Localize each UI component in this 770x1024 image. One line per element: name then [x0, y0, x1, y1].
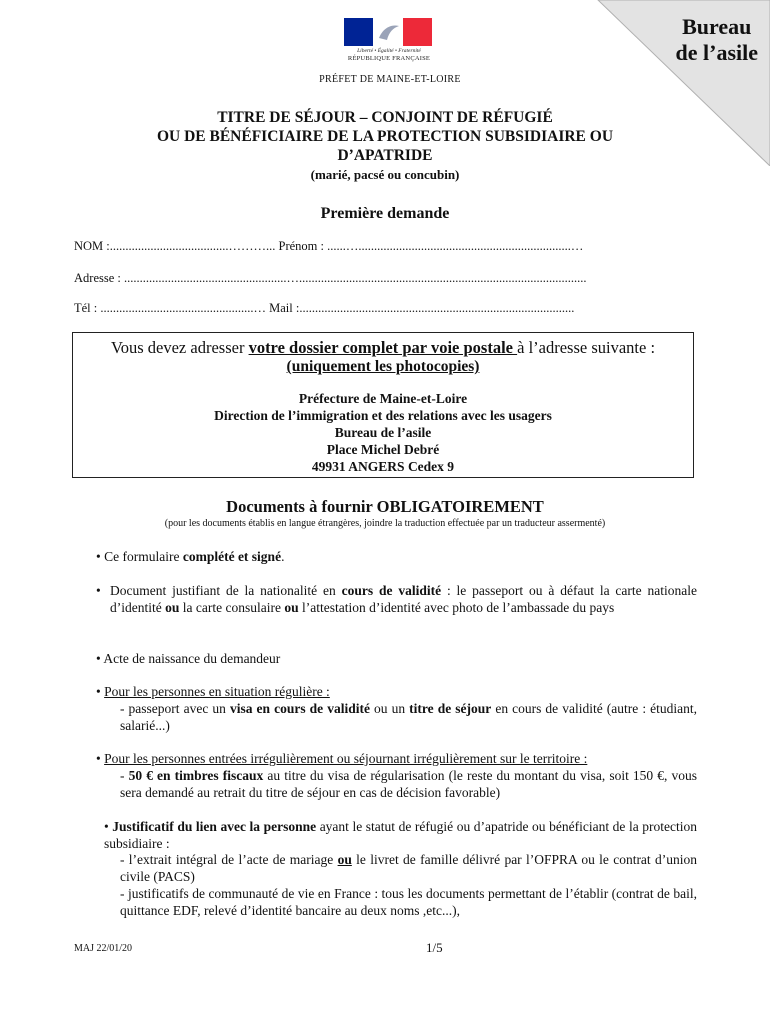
update-date: MAJ 22/01/20	[74, 943, 133, 954]
bullet-icon: •	[96, 651, 101, 666]
prefet-label: PRÉFET DE MAINE-ET-LOIRE	[319, 74, 461, 85]
bullet-icon: •	[96, 684, 101, 699]
item-heading: Pour les personnes en situation régulière :	[104, 684, 330, 699]
list-item: • Justificatif du lien avec la personne ayant le statut de réfugié ou d’apatride ou bénéficiant de la protection subsidiaire :	[104, 819, 697, 851]
title-line-3: D’APATRIDE	[337, 147, 433, 164]
bureau-label	[676, 14, 759, 66]
title-line-2: OU DE BÉNÉFICIAIRE DE LA PROTECTION SUBSIDIAIRE OU	[156, 128, 614, 145]
docs-note: (pour les documents établis en langue étrangères, joindre la traduction effectuée par un traducteur assermenté)	[164, 518, 606, 529]
list-item-detail: - justificatifs de communauté de vie en France : tous les documents permettant de l’établir (contrat de bail, quittance EDF, relevé d’identité bancaire au deux noms ,etc...),	[120, 886, 697, 918]
french-flag-icon	[344, 18, 432, 46]
postal-address: Préfecture de Maine-et-Loire Direction de l’immigration et des relations avec les usagers Bureau de l’asile Place Michel Debré 49931 ANGERS Cedex 9	[214, 391, 552, 474]
page-title	[60, 108, 710, 183]
tel-mail-field[interactable]: Tél : .................................................… Mail :........................................................................................	[74, 301, 575, 315]
bullet-icon: •	[96, 751, 101, 766]
bullet-icon: •	[104, 819, 109, 834]
nom-prenom-field[interactable]: NOM :......................................………... Prénom : ......…....................................................................…	[74, 239, 584, 253]
republic-logo	[344, 18, 434, 62]
address-box	[72, 332, 694, 478]
photocopies-note: (uniquement les photocopies)	[286, 358, 480, 375]
list-item	[96, 683, 330, 700]
bullet-icon: •	[96, 549, 101, 564]
page-number: 1/5	[426, 940, 443, 955]
list-item-detail: - passeport avec un visa en cours de validité ou un titre de séjour en cours de validité (autre : étudiant, salarié...)	[120, 701, 697, 733]
item-heading: Pour les personnes entrées irrégulièrement ou séjournant irrégulièrement sur le territoire :	[104, 751, 588, 766]
list-item-detail: - 50 € en timbres fiscaux au titre du visa de régularisation (le reste du montant du visa, soit 150 €, vous sera demandé au retrait du titre de séjour en cas de décision favorable)	[120, 768, 697, 800]
list-item: • Acte de naissance du demandeur	[96, 651, 281, 666]
bullet-icon: •	[96, 583, 101, 598]
docs-heading: Documents à fournir OBLIGATOIREMENT	[226, 497, 544, 516]
list-item-detail: - l’extrait intégral de l’acte de mariage ou le livret de famille délivré par l’OFPRA ou le contrat d’union civile (PACS)	[120, 852, 697, 884]
box-intro: Vous devez adresser votre dossier complet par voie postale à l’adresse suivante :	[110, 338, 656, 357]
republic-label: RÉPUBLIQUE FRANÇAISE	[347, 55, 431, 62]
motto: Liberté • Égalité • Fraternité	[357, 48, 421, 54]
title-line-1: TITRE DE SÉJOUR – CONJOINT DE RÉFUGIÉ	[217, 109, 553, 126]
list-item	[96, 750, 587, 767]
list-item: Document justifiant de la nationalité en cours de validité : le passeport ou à défaut la carte nationale d’identité ou la carte consulaire ou l’attestation d’identité avec photo de l’ambassade du pays	[110, 583, 697, 615]
title-subtitle: (marié, pacsé ou concubin)	[310, 167, 460, 182]
bureau-line-1: Bureau	[682, 14, 752, 39]
list-item: • Ce formulaire complété et signé.	[96, 549, 285, 564]
bureau-line-2: de l’asile	[675, 40, 758, 65]
demande-heading: Première demande	[320, 205, 450, 222]
adresse-field[interactable]: Adresse : ....................................................…............................................................................................	[74, 271, 587, 285]
box-intro-bold: votre dossier complet par voie postale	[248, 338, 518, 357]
